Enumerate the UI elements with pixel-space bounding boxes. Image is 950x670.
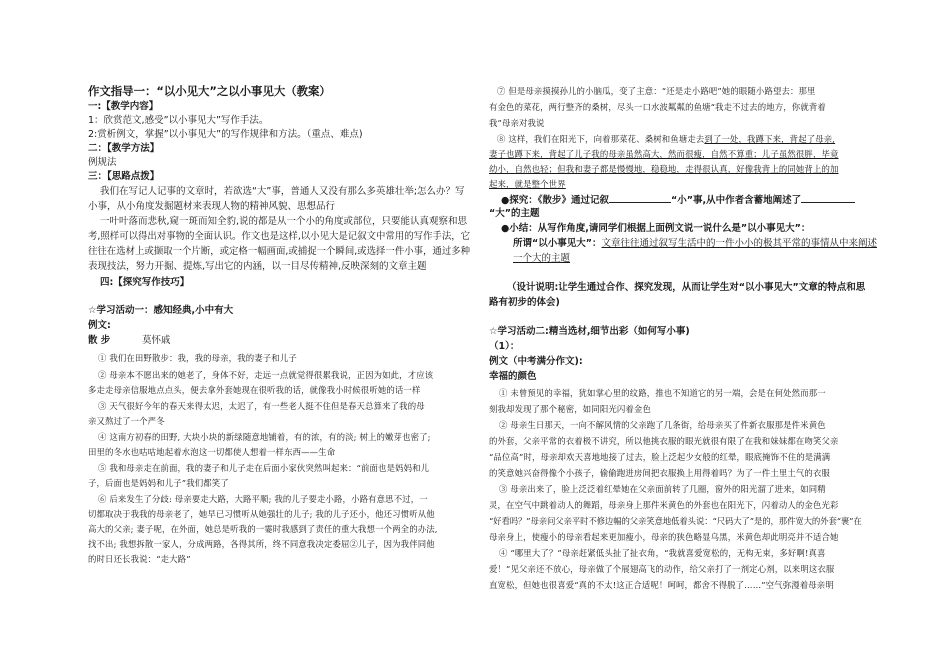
essay-line: 子，后面也是妈妈和儿子”我们都笑了 (88, 478, 229, 488)
summary-prompt: ●小结：从写作角度,请同学们根据上面例文说一说什么是”以小事见大”： (501, 223, 811, 234)
definition-label: 所谓“以小事见大”： (513, 238, 602, 249)
essay2-line: 刻我却发现了那个秘密，如同阳光闪着金色 (489, 404, 651, 414)
explore-question (501, 193, 855, 207)
essay-line: 田里的冬水也咕咕地起着水泡这一切都使人想着一样东西——生命 (88, 447, 336, 457)
thinking-paragraph-line: 考,照样可以得出对事物的全面认识。作文也是这样,以小见大是记叙文中常用的写作手法，它 (88, 231, 471, 242)
essay-line: ④ 这南方初春的田野, 大块小块的新绿随意地铺着，有的浓，有的淡; 树上的嫩芽也密了; (98, 432, 431, 442)
essay2-line: ① 未曾预见的幸福，犹如掌心里的纹路，推也不知道它的另一端，会是在何处然而那一 (499, 388, 826, 398)
essay2-line: “好看吗？”母亲问父亲平时不修边幅的父亲笑意地低着头说：“尺码大了”是的，那件宽大的外套“裹”在 (489, 516, 862, 526)
content-item-2: 2:赏析例文，掌握”以小事见大”的写作规律和方法。（重点、难点) (88, 129, 363, 140)
essay2-line: “品位高”时，母亲却欢天喜地地接了过去，脸上泛起少女般的红晕，眼底掩饰不住的是满满 (489, 452, 831, 462)
essay-line: ③ 天气很好今年的春天来得太迟，太迟了，有一些老人挺不住但是春天总算来了我的母 (98, 401, 425, 411)
section-thinking-guide: 三：【思路点拨】 (88, 171, 160, 182)
essay-line: ② 母亲本不愿出来的她老了，身体不好，走远一点就觉得很累我说，正因为如此，才应该 (98, 370, 434, 380)
essay2-line: ② 母亲生日那天，一向不解风情的父亲跑了几条街，给母亲买了件新衣服那是件米黄色 (499, 420, 826, 430)
essay2-line: 的笑意她兴奋得像个小孩子，偷偷跑进房间把衣服换上用得着吗？为了一件土里土气的衣服 (489, 468, 830, 478)
essay-line: 我”母亲对我说 (489, 118, 545, 128)
essay-line: ⑤ 我和母亲走在前面，我的妻子和儿子走在后面小家伙突然叫起来：“前面也是妈妈和儿 (98, 463, 430, 473)
design-note-continued: 路有初步的体会) (489, 297, 560, 308)
explore-text: “小”事,从中作者含蓄地阐述了 (671, 195, 802, 206)
essay-line: 亲又熬过了一个严冬 (88, 416, 165, 426)
essay2-line: 直宽松，但她也很喜爱“真的不太!这正合适呢！呵呵，都舍不得脱了……”空气弥漫着母亲明 (489, 580, 834, 590)
teaching-method-text: 例规法 (88, 157, 117, 168)
underlined-essay-line: 幼小，自然也轻；但我和妻子都是慢慢地，稳稳地，走得很认真，好像我背上的同她背上的加 (489, 164, 839, 174)
essay2-line: 爱！”见父亲还不放心，母亲做了个展翅高飞的动作，给父亲打了一剂定心剂，以来明这衣服 (489, 564, 835, 574)
definition-line (513, 238, 877, 250)
underlined-essay-line: 起来，就是整个世界 (489, 179, 566, 189)
essay-line: 有金色的菜花，两行整齐的桑树，尽头一口水波粼粼的鱼塘“我走不过去的地方，你就背着 (489, 102, 826, 112)
essay-line: 的时日还长我说：“走大路” (88, 554, 191, 564)
essay-line: 切都取决于我我的母亲老了，她早已习惯听从她强壮的儿子; 我的儿子还小，他还习惯听从他 (88, 509, 435, 519)
essay-author: 莫怀戚 (142, 335, 171, 346)
essay2-line: ④ “哪里大了？”母亲赶紧低头扯了扯衣角，“我就喜爱宽松的，无构无束，多好啊!真喜 (499, 548, 826, 558)
section-writing-techniques: 四:【探究写作技巧】 (100, 277, 190, 288)
essay-line: 找不出; 我想拆散一家人，分成两路，各得其所，终不同意我决定委屈②儿子，因为我伴同他 (88, 539, 435, 549)
answer-blank[interactable] (801, 193, 855, 203)
thinking-paragraph-line: 我们在写记人记事的文章时，若欲选“大”事，普通人又没有那么多英雄壮举;怎么办？写 (100, 186, 465, 197)
explore-text: ●探究：《散步》通过记叙 (501, 195, 610, 206)
answer-blank[interactable] (609, 193, 671, 203)
essay-text: ⑧ 这样，我们在阳光下，向着那菜花、桑树和鱼塘走去 (497, 134, 705, 144)
essay2-title: 幸福的颜色 (489, 371, 537, 382)
thinking-paragraph-line: 一叶叶落而悲秋,窥一斑而知全豹,说的都是从一个小的角度或部位，只要能认真观察和思 (100, 216, 468, 227)
essay2-line: 母亲身上，使瘦小的母亲看起来更加瘦小，母亲的狭色略显乌黑，米黄色却此明亮并不适合她 (489, 532, 839, 542)
thinking-paragraph-line: 小事，从小角度发掘题材来表现人物的精神风貌、思想品行 (88, 201, 336, 212)
essay2-line: ③ 母亲出来了，脸上泛泛着红晕她在父亲面前转了几圈，窗外的阳光溜了进来，如同精 (499, 484, 826, 494)
essay-line: ⑥ 后来发生了分歧: 母亲要走大路，大路平顺; 我的儿子要走小路，小路有意思不过，一 (98, 494, 428, 504)
essay-line: ① 我们在田野散步：我，我的母亲，我的妻子和儿子 (98, 353, 297, 363)
essay-line: 多走走母亲信服地点点头，便去拿外套她现在很听我的话，就像我小时候很听她的话一样 (88, 385, 421, 395)
example-label: 例文: (88, 320, 111, 331)
underlined-essay-line: 妻子也蹲下来，背起了儿子我的母亲虽然高大，然而很瘦，自然不算重；儿子虽然很胖，毕竟 (489, 149, 839, 159)
essay-line: ⑦ 但是母亲摸摸孙儿的小脑瓜，变了主意：“还是走小路吧”她的眼随小路望去：那里 (497, 86, 816, 96)
underlined-essay-text: 到了一处，我蹲下来，背起了母亲, (704, 134, 836, 144)
thinking-paragraph-line: 表现技法，努力开掘、提炼,写出它的内涵，以一目尽传精神,反映深刻的文章主题 (88, 261, 427, 272)
content-item-1: 1：欣赏范文,感受”以小事见大”写作手法。 (88, 115, 269, 126)
explore-question-end: “大”的主题 (489, 208, 540, 219)
definition-text: 文章往往通过叙写生活中的一件小小的极其平常的事情从中来阐述 (601, 238, 878, 249)
essay-paragraph-8 (497, 133, 835, 145)
definition-text-continued: 一个大的主题 (513, 253, 571, 264)
essay2-line: 的外套，父亲平常的衣着极不讲究，所以他挑衣服的眼光就很有限了在我和妹妹都在吻笑父亲 (489, 436, 839, 446)
activity-two-heading: ☆学习活动二:精当选材,细节出彩（如何写小事) (489, 326, 690, 337)
essay-title: 散 步 (88, 335, 111, 346)
section-teaching-method: 二：【教学方法】 (88, 143, 160, 154)
design-note: （设计说明:让学生通过合作、探究发现，从而让学生对“以小事见大”文章的特点和思 (507, 282, 866, 293)
example-label-2: 例文（中考满分作文): (489, 356, 583, 367)
sub-item-1: （1）： (489, 341, 520, 352)
essay2-line: 灵，在空气中跳着动人的舞蹈，母亲身上那件米黄色的外套也在阳光下，闪着动人的金色光彩 (489, 500, 839, 510)
essay-line: 高大的父亲; 妻子呢，在外面，她总是听我的一霎时我感到了责任的重大我想一个两全的办法, (88, 524, 438, 534)
thinking-paragraph-line: 往往在选材上或撷取一个片断，或定格一幅画面,或捕捉一个瞬间,或选择一件小事，通过多种 (88, 246, 471, 257)
page-title: 作文指导一：“以小见大”之以小事见大（教案） (88, 84, 331, 98)
section-teaching-content: 一:【教学内容】 (88, 101, 159, 112)
activity-one-heading: ☆学习活动一：感知经典,小中有大 (88, 305, 234, 316)
